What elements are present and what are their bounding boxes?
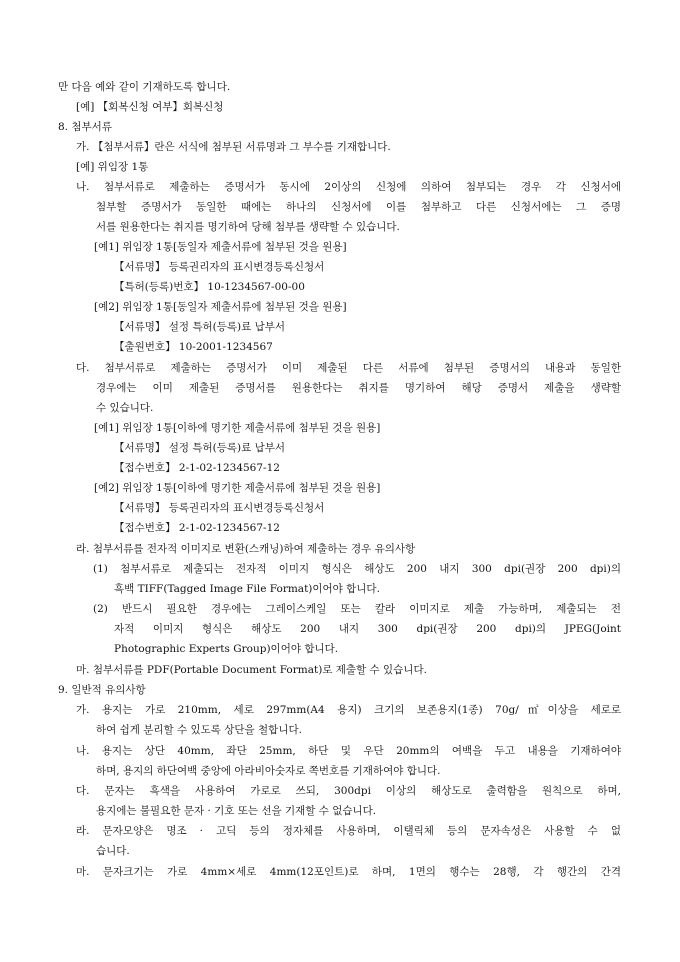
example-line: [예2] 위임장 1통[동일자 제출서류에 첨부된 것을 원용]: [94, 301, 347, 313]
text-line: 첨부할 증명서가 동일한 때에는 하나의 신청서에 이를 첨부하고 다른 신청서에는 그 증명: [96, 201, 621, 213]
text-line: 수 있습니다.: [96, 402, 154, 414]
list-item: 라. 첨부서류를 전자적 이미지로 변환(스캐닝)하여 제출하는 경우 유의사항: [76, 543, 416, 555]
example-line: [예2] 위임장 1통[이하에 명기한 제출서류에 첨부된 것을 원용]: [94, 482, 381, 494]
example-line: [예1] 위임장 1통[동일자 제출서류에 첨부된 것을 원용]: [94, 241, 347, 253]
text-line: 흑백 TIFF(Tagged Image File Format)이어야 합니다.: [114, 583, 380, 595]
example-detail: 【서류명】 등록권리자의 표시변경등록신청서: [114, 502, 325, 514]
text-line: 자적 이미지 형식은 해상도 200 내지 300 dpi(권장 200 dpi)의 JPEG(Joint: [114, 623, 621, 635]
text-line: 습니다.: [96, 845, 130, 857]
list-item: 가. 용지는 가로 210mm, 세로 297mm(A4 용지) 크기의 보존용지(1종) 70g/㎡이상을 세로로: [76, 704, 621, 716]
example-detail: 【서류명】 설정 특허(등록)료 납부서: [114, 321, 286, 333]
list-item: 나. 용지는 상단 40mm, 좌단 25mm, 하단 및 우단 20mm의 여백을 두고 내용을 기재하여야: [76, 745, 621, 757]
example-detail: 【특허(등록)번호】 10-1234567-00-00: [114, 281, 305, 293]
text-line: 만 다음 예와 같이 기재하도록 합니다.: [58, 81, 231, 93]
sub-item: (1) 첨부서류로 제출되는 전자적 이미지 형식은 해상도 200 내지 300 dpi(권장 200 dpi)의: [93, 563, 621, 575]
example-detail: 【서류명】 등록권리자의 표시변경등록신청서: [114, 261, 325, 273]
example-detail: 【접수번호】 2-1-02-1234567-12: [114, 462, 280, 474]
example-line: [예] 위임장 1통: [76, 161, 149, 173]
text-line: 경우에는 이미 제출된 증명서를 원용한다는 취지를 명기하여 해당 증명서 제출을 생략할: [96, 382, 621, 394]
example-detail: 【서류명】 설정 특허(등록)료 납부서: [114, 442, 286, 454]
example-detail: 【접수번호】 2-1-02-1234567-12: [114, 522, 280, 534]
section-heading: 8. 첨부서류: [58, 121, 112, 133]
list-item: 라. 문자모양은 명조 · 고딕 등의 정자체를 사용하며, 이탤릭체 등의 문자속성은 사용할 수 없: [76, 825, 621, 837]
sub-item: (2) 반드시 필요한 경우에는 그레이스케일 또는 칼라 이미지로 제출 가능하며, 제출되는 전: [93, 603, 621, 615]
list-item: 다. 첨부서류로 제출하는 증명서가 이미 제출된 다른 서류에 첨부된 증명서의 내용과 동일한: [76, 362, 621, 374]
text-line: Photographic Experts Group)이어야 합니다.: [114, 643, 339, 655]
text-line: 서를 원용한다는 취지를 명기하여 당해 첨부를 생략할 수 있습니다.: [96, 221, 400, 233]
text-line: 하며, 용지의 하단여백 중앙에 아라비아숫자로 쪽번호를 기재하여야 합니다.: [96, 765, 441, 777]
example-line: [예1] 위임장 1통[이하에 명기한 제출서류에 첨부된 것을 원용]: [94, 422, 381, 434]
section-heading: 9. 일반적 유의사항: [58, 684, 146, 696]
list-item: 마. 첨부서류를 PDF(Portable Document Format)로 제출할 수 있습니다.: [76, 664, 427, 676]
list-item: 가. 【첨부서류】란은 서식에 첨부된 서류명과 그 부수를 기재합니다.: [76, 141, 391, 153]
text-line: 용지에는 불필요한 문자 · 기호 또는 선을 기재할 수 없습니다.: [96, 805, 377, 817]
list-item: 마. 문자크기는 가로 4mm×세로 4mm(12포인트)로 하며, 1면의 행수는 28행, 각 행간의 간격: [76, 866, 621, 878]
example-detail: 【출원번호】 10-2001-1234567: [114, 341, 273, 353]
example-line: [예] 【회복신청 여부】회복신청: [76, 101, 224, 113]
list-item: 나. 첨부서류로 제출하는 증명서가 동시에 2이상의 신청에 의하여 첨부되는 경우 각 신청서에: [76, 181, 621, 193]
list-item: 다. 문자는 흑색을 사용하여 가로로 쓰되, 300dpi 이상의 해상도로 출력함을 원칙으로 하며,: [76, 785, 621, 797]
text-line: 하여 쉽게 분리할 수 있도록 상단을 철합니다.: [96, 724, 302, 736]
